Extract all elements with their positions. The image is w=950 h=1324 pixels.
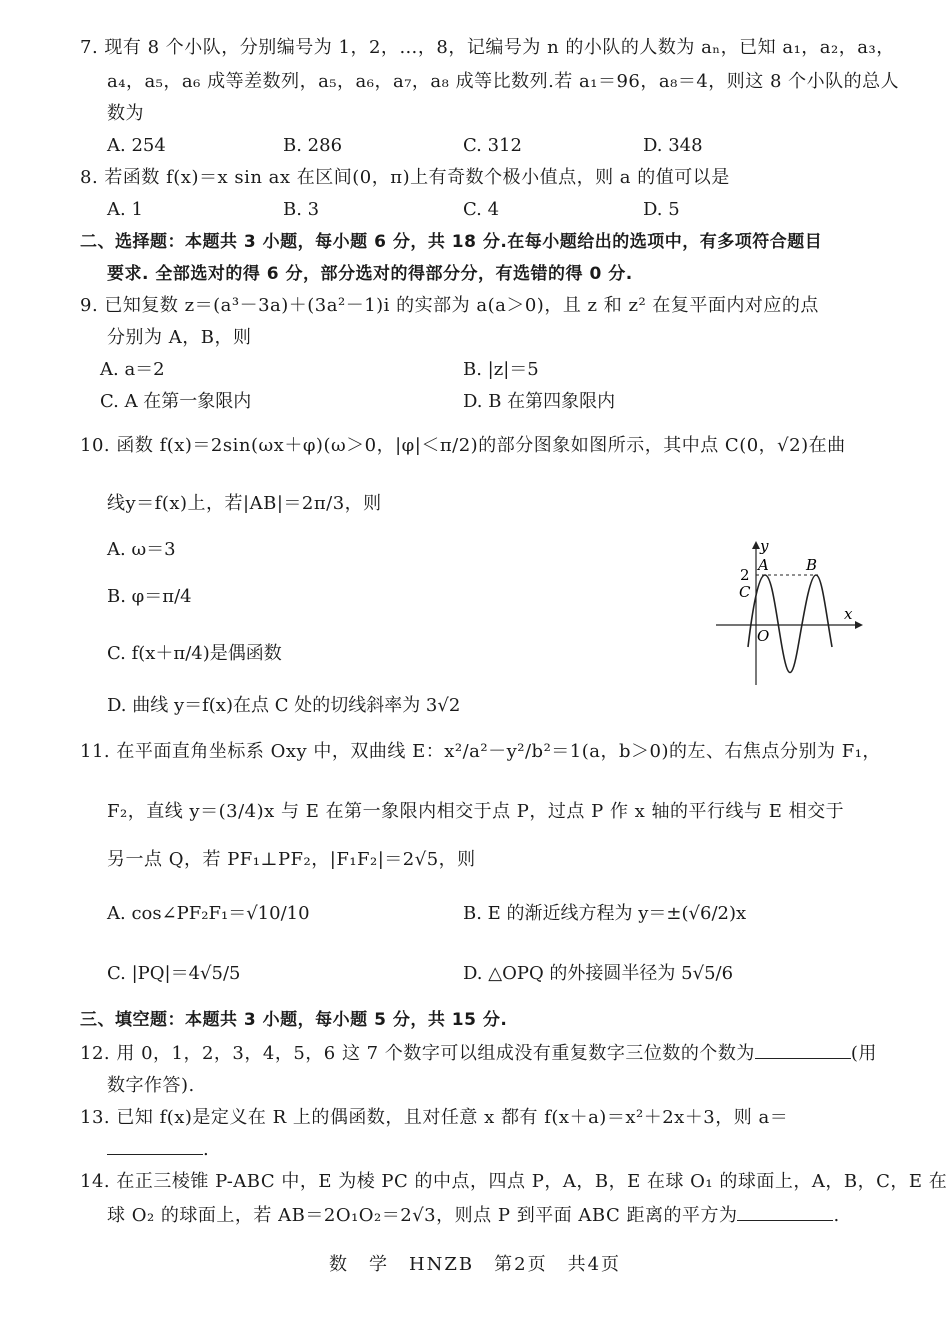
origin-label: O — [757, 627, 770, 645]
q11-line-1: 11. 在平面直角坐标系 Oxy 中，双曲线 E：x²/a²－y²/b²＝1(a，b＞0)的左、右焦点分别为 F₁， — [80, 741, 881, 762]
q11-option-d: D. △OPQ 的外接圆半径为 5√5/6 — [463, 963, 734, 984]
q12-line-2: 数字作答). — [107, 1075, 195, 1096]
page-footer: 数 学 HNZB 第2页 共4页 — [328, 1254, 622, 1275]
sine-curve — [748, 575, 832, 673]
q12-text: 12. 用 0，1，2，3，4，5，6 这 7 个数字可以组成没有重复数字三位数的个数为 — [80, 1043, 755, 1064]
q7-line-1: 7. 现有 8 个小队，分别编号为 1，2，…，8，记编号为 n 的小队的人数为 aₙ，已知 a₁，a₂，a₃， — [80, 37, 895, 58]
q13-line-2 — [107, 1138, 209, 1162]
q7-option-b: B. 286 — [283, 135, 343, 156]
q10-option-b: B. φ＝π/4 — [107, 586, 192, 607]
q10-option-a: A. ω＝3 — [107, 539, 176, 560]
q10-option-d: D. 曲线 y＝f(x)在点 C 处的切线斜率为 3√2 — [107, 695, 461, 716]
x-axis-arrow-icon — [855, 621, 863, 629]
q10-option-c: C. f(x＋π/4)是偶函数 — [107, 643, 282, 664]
q10-line-2: 线y＝f(x)上，若|AB|＝2π/3，则 — [107, 493, 382, 514]
section-2-heading-line-2: 要求. 全部选对的得 6 分，部分选对的得部分分，有选错的得 0 分. — [107, 264, 633, 284]
point-c-label: C — [739, 583, 751, 601]
q12-answer-blank[interactable] — [755, 1042, 851, 1059]
q9-line-1: 9. 已知复数 z＝(a³－3a)＋(3a²－1)i 的实部为 a(a＞0)，且 z 和 z² 在复平面内对应的点 — [80, 295, 819, 316]
y-axis-arrow-icon — [752, 541, 760, 549]
q8-option-b: B. 3 — [283, 199, 320, 220]
q7-option-c: C. 312 — [463, 135, 522, 156]
q13-answer-blank[interactable] — [107, 1138, 203, 1155]
q7-line-3: 数为 — [107, 103, 144, 124]
q12-text-end: (用 — [850, 1043, 877, 1064]
q11-line-2: F₂，直线 y＝(3/4)x 与 E 在第一象限内相交于点 P，过点 P 作 x 轴的平行线与 E 相交于 — [107, 801, 845, 822]
q8-option-d: D. 5 — [643, 199, 680, 220]
tick-2-label: 2 — [740, 566, 750, 584]
q11-option-b: B. E 的渐近线方程为 y＝±(√6/2)x — [463, 903, 747, 924]
q12-line-1 — [80, 1042, 877, 1066]
q8-option-a: A. 1 — [107, 199, 143, 220]
q14-text: 球 O₂ 的球面上，若 AB＝2O₁O₂＝2√3，则点 P 到平面 ABC 距离的平方为 — [107, 1205, 738, 1226]
q7-option-d: D. 348 — [643, 135, 703, 156]
q14-line-2 — [107, 1204, 840, 1228]
q9-option-c: C. A 在第一象限内 — [100, 391, 252, 412]
q14-line-1: 14. 在正三棱锥 P-ABC 中，E 为棱 PC 的中点，四点 P，A，B，E 在球 O₁ 的球面上，A，B，C，E 在 — [80, 1171, 948, 1192]
y-axis-label: y — [760, 537, 769, 555]
q13-text-end: . — [203, 1139, 210, 1160]
q11-option-c: C. |PQ|＝4√5/5 — [107, 963, 241, 984]
q7-option-a: A. 254 — [107, 135, 166, 156]
q13-line-1: 13. 已知 f(x)是定义在 R 上的偶函数，且对任意 x 都有 f(x＋a)＝x²＋2x＋3，则 a＝ — [80, 1107, 789, 1128]
q8-option-c: C. 4 — [463, 199, 500, 220]
x-axis-label: x — [844, 605, 853, 623]
q8-line-1: 8. 若函数 f(x)＝x sin ax 在区间(0，π)上有奇数个极小值点，则 a 的值可以是 — [80, 167, 730, 188]
q11-line-3: 另一点 Q，若 PF₁⊥PF₂，|F₁F₂|＝2√5，则 — [107, 849, 476, 870]
q11-option-a: A. cos∠PF₂F₁＝√10/10 — [107, 903, 310, 924]
q14-text-end: . — [833, 1205, 840, 1226]
q9-option-d: D. B 在第四象限内 — [463, 391, 616, 412]
q14-answer-blank[interactable] — [737, 1204, 833, 1221]
q9-option-b: B. |z|＝5 — [463, 359, 539, 380]
section-2-heading: 二、选择题：本题共 3 小题，每小题 6 分，共 18 分.在每小题给出的选项中，有多项符合题目 — [80, 232, 823, 252]
q9-line-2: 分别为 A，B，则 — [107, 327, 252, 348]
point-a-label: A — [758, 556, 769, 574]
q9-option-a: A. a＝2 — [100, 359, 165, 380]
q7-line-2: a₄，a₅，a₆ 成等差数列，a₅，a₆，a₇，a₈ 成等比数列.若 a₁＝96，a₈＝4，则这 8 个小队的总人 — [107, 71, 900, 92]
q10-line-1: 10. 函数 f(x)＝2sin(ωx＋φ)(ω＞0，|φ|＜π/2)的部分图象如图所示，其中点 C(0，√2)在曲 — [80, 435, 846, 456]
section-3-heading: 三、填空题：本题共 3 小题，每小题 5 分，共 15 分. — [80, 1010, 508, 1030]
q10-sine-graph — [710, 535, 870, 690]
point-b-label: B — [806, 556, 818, 574]
